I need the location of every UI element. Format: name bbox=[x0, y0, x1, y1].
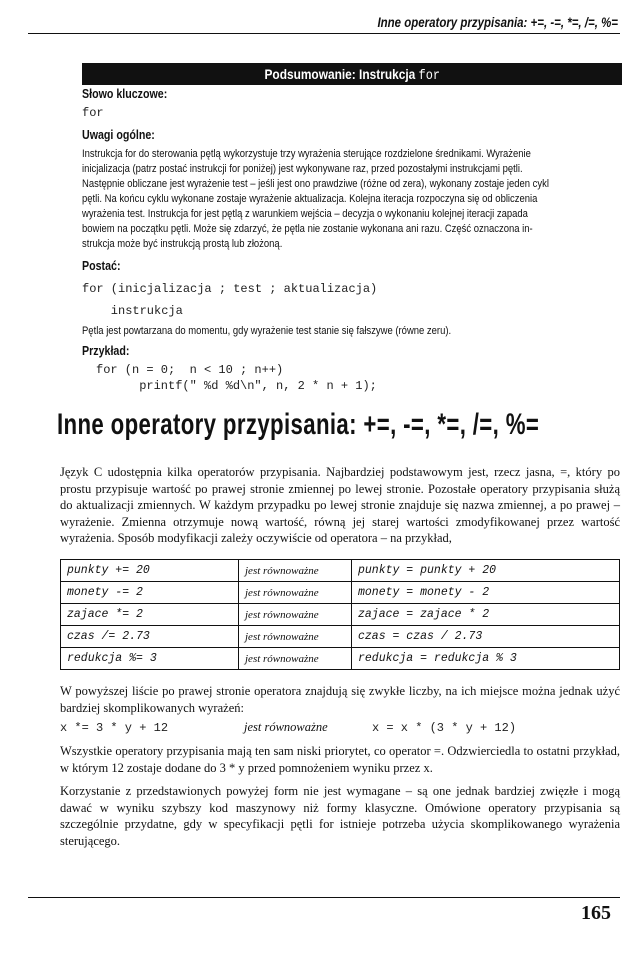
example-expression-left: x *= 3 * y + 12 bbox=[60, 721, 169, 735]
keyword-value: for bbox=[82, 106, 104, 120]
table-cell-equiv: jest równoważne bbox=[239, 560, 352, 582]
after-table-paragraph: W powyższej liście po prawej stronie operatora znajdują się zwykłe liczby, na ich miejsce można jednak użyć bardziej skomplikowanych wyrażeń: bbox=[60, 684, 620, 715]
table-cell-short: monety -= 2 bbox=[61, 582, 239, 604]
section-title: Inne operatory przypisania: +=, -=, *=, /=, %= bbox=[57, 408, 540, 441]
form-code-line-2: instrukcja bbox=[82, 304, 183, 318]
form-heading: Postać: bbox=[82, 258, 121, 273]
table-cell-short: punkty += 20 bbox=[61, 560, 239, 582]
notes-line: strukcja może być instrukcją prostą lub złożoną. bbox=[82, 238, 283, 250]
table-cell-equiv: jest równoważne bbox=[239, 648, 352, 670]
notes-line: wyrażenia test. Instrukcja for jest pętlą z warunkiem wejścia – decyzja o wykonaniu kolejnej iteracji zapada bbox=[82, 208, 528, 220]
notes-line: inicjalizacja (patrz postać instrukcji for poniżej) jest wykonywane raz, przed pozostałymi instrukcjami pętli. bbox=[82, 163, 523, 175]
notes-text bbox=[82, 147, 622, 252]
summary-banner bbox=[82, 63, 622, 85]
footer-rule bbox=[28, 897, 620, 898]
table-cell-short: zajace *= 2 bbox=[61, 604, 239, 626]
closing-paragraph: Korzystanie z przedstawionych powyżej form nie jest wymagane – są one jednak bardziej zwięzłe i mogą dawać w wyniku szybszy kod maszynowy niż formy klasyczne. Omówione operatory przypisania są szczególnie przydatne, gdy w specyfikacji pętli for istnieje potrzeba użycia skomplikowanego wyrażenia sterującego. bbox=[60, 784, 620, 848]
example-heading: Przykład: bbox=[82, 343, 130, 358]
keywords-heading: Słowo kluczowe: bbox=[82, 86, 168, 101]
table-cell-long: punkty = punkty + 20 bbox=[352, 560, 620, 582]
example-code-line-1: for (n = 0; n < 10 ; n++) bbox=[96, 363, 284, 377]
table-row bbox=[61, 604, 620, 626]
intro-paragraph: Język C udostępnia kilka operatorów przypisania. Najbardziej podstawowym jest, rzecz jasna, =, który po prostu przypisuje wartość po prawej stronie zmiennej po lewej stronie. Pozostałe operatory przypisania służą do aktualizacji zmiennych. W każdym przypadku po lewej stronie znajduje się nazwa zmiennej, a po prawej – wyrażenie. Zmienna otrzymuje nową wartość, równą jej starej wartości zmodyfikowanej przez wartość wyrażenia. Sposób modyfikacji zależy oczywiście od operatora – na przykład, bbox=[60, 465, 620, 545]
table-cell-long: zajace = zajace * 2 bbox=[352, 604, 620, 626]
notes-heading: Uwagi ogólne: bbox=[82, 127, 155, 142]
summary-banner-code: for bbox=[418, 68, 440, 84]
notes-line: bowiem na początku pętli. Może się zdarzyć, że pętla nie zostanie wykonana ani razu. Część oznaczona in- bbox=[82, 223, 533, 235]
form-note-text: Pętla jest powtarzana do momentu, gdy wyrażenie test stanie się fałszywe (równe zeru). bbox=[82, 325, 452, 337]
table-cell-short: redukcja %= 3 bbox=[61, 648, 239, 670]
table-row bbox=[61, 560, 620, 582]
example-expression-right: x = x * (3 * y + 12) bbox=[372, 721, 517, 735]
example-expression-equiv: jest równoważne bbox=[244, 720, 328, 734]
table-cell-long: czas = czas / 2.73 bbox=[352, 626, 620, 648]
priority-paragraph: Wszystkie operatory przypisania mają ten sam niski priorytet, co operator =. Odzwierciedla to ostatni przykład, w którym 12 zostaje dodane do 3 * y przed pomnożeniem wyniku przez x. bbox=[60, 744, 620, 775]
page-number: 165 bbox=[581, 902, 611, 924]
table-cell-equiv: jest równoważne bbox=[239, 582, 352, 604]
table-row bbox=[61, 648, 620, 670]
notes-line: Instrukcja for do sterowania pętlą wykorzystuje trzy wyrażenia sterujące rozdzielone średnikami. Wyrażenie bbox=[82, 148, 531, 160]
table-row bbox=[61, 626, 620, 648]
table-cell-long: monety = monety - 2 bbox=[352, 582, 620, 604]
header-rule bbox=[28, 33, 620, 34]
form-code-line-1: for (inicjalizacja ; test ; aktualizacja) bbox=[82, 282, 378, 296]
table-cell-equiv: jest równoważne bbox=[239, 626, 352, 648]
operators-table bbox=[60, 559, 620, 670]
running-header: Inne operatory przypisania: +=, -=, *=, /=, %= bbox=[377, 14, 618, 30]
table-cell-short: czas /= 2.73 bbox=[61, 626, 239, 648]
notes-line: Następnie obliczane jest wyrażenie test – jeśli jest ono prawdziwe (różne od zera), wykonany zostaje jeden cykl bbox=[82, 178, 549, 190]
notes-line: pętli. Na końcu cyklu wykonane zostaje wyrażenie aktualizacja. Kolejna iteracja rozpoczyna się od obliczenia bbox=[82, 193, 538, 205]
table-row bbox=[61, 582, 620, 604]
summary-banner-text: Podsumowanie: Instrukcja bbox=[264, 66, 416, 82]
example-code-line-2: printf(" %d %d\n", n, 2 * n + 1); bbox=[96, 379, 377, 393]
form-note bbox=[82, 324, 622, 339]
table-cell-long: redukcja = redukcja % 3 bbox=[352, 648, 620, 670]
table-cell-equiv: jest równoważne bbox=[239, 604, 352, 626]
